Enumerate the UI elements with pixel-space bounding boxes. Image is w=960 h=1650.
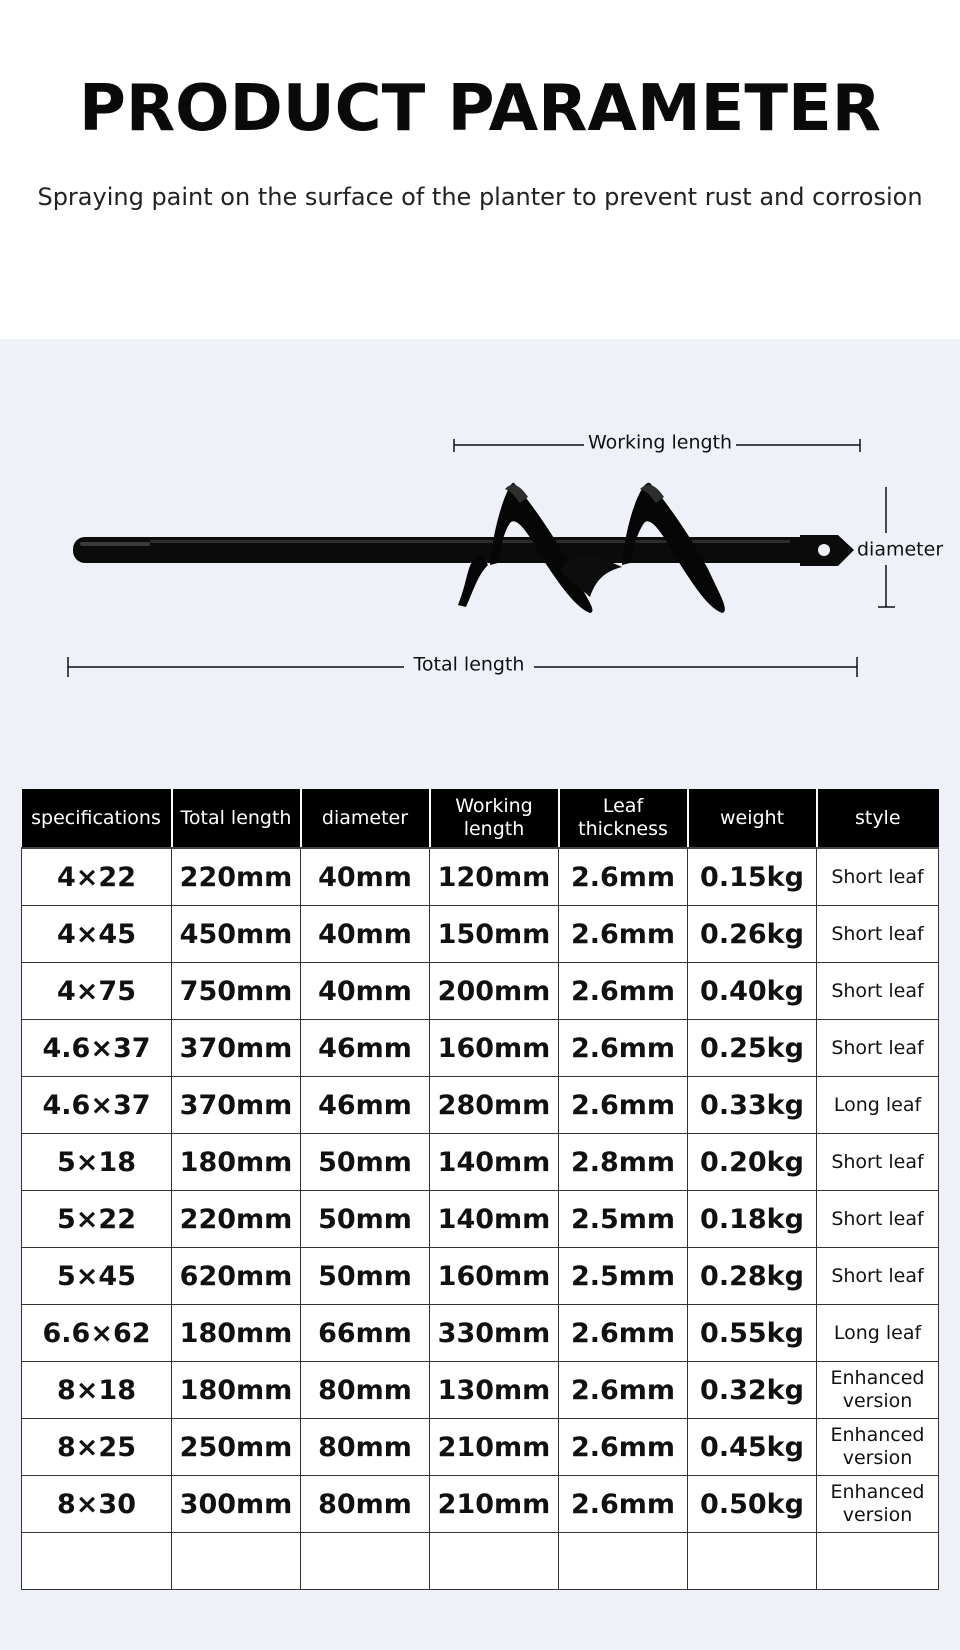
table-row <box>22 848 939 906</box>
cell-diameter: 80mm <box>301 1419 430 1476</box>
cell-specifications: 8×25 <box>22 1419 172 1476</box>
table-row <box>22 1077 939 1134</box>
working-length-label: Working length <box>587 431 733 454</box>
cell-total-length: 620mm <box>172 1248 301 1305</box>
cell-specifications: 8×18 <box>22 1362 172 1419</box>
cell-diameter <box>301 1533 430 1590</box>
cell-diameter: 50mm <box>301 1134 430 1191</box>
table-row <box>22 1305 939 1362</box>
cell-specifications: 5×45 <box>22 1248 172 1305</box>
cell-weight: 0.25kg <box>688 1020 817 1077</box>
cell-total-length: 180mm <box>172 1362 301 1419</box>
spec-table-header-row <box>22 789 939 848</box>
table-row <box>22 1362 939 1419</box>
auger-drill-bit <box>73 483 854 613</box>
cell-total-length <box>172 1533 301 1590</box>
cell-specifications <box>22 1533 172 1590</box>
cell-specifications: 4.6×37 <box>22 1020 172 1077</box>
cell-working-length: 140mm <box>430 1191 559 1248</box>
cell-leaf-thickness <box>559 1533 688 1590</box>
cell-leaf-thickness: 2.6mm <box>559 1476 688 1533</box>
cell-diameter: 46mm <box>301 1077 430 1134</box>
cell-working-length: 210mm <box>430 1476 559 1533</box>
working-length-dimension <box>454 432 860 454</box>
cell-working-length: 200mm <box>430 963 559 1020</box>
page-subtitle: Spraying paint on the surface of the planter to prevent rust and corrosion <box>37 183 923 211</box>
cell-diameter: 50mm <box>301 1248 430 1305</box>
table-row <box>22 1248 939 1305</box>
header-working-length: Working length <box>430 789 559 848</box>
cell-style: Long leaf <box>817 1305 939 1362</box>
cell-style: Short leaf <box>817 1134 939 1191</box>
cell-total-length: 300mm <box>172 1476 301 1533</box>
cell-leaf-thickness: 2.6mm <box>559 906 688 963</box>
page-title: PRODUCT PARAMETER <box>78 72 882 146</box>
table-row <box>22 1191 939 1248</box>
cell-total-length: 180mm <box>172 1305 301 1362</box>
table-row <box>22 906 939 963</box>
cell-total-length: 370mm <box>172 1020 301 1077</box>
table-row <box>22 963 939 1020</box>
cell-style <box>817 1533 939 1590</box>
spec-table <box>21 789 939 1590</box>
header-weight: weight <box>688 789 817 848</box>
cell-diameter: 80mm <box>301 1476 430 1533</box>
cell-leaf-thickness: 2.6mm <box>559 1020 688 1077</box>
cell-leaf-thickness: 2.8mm <box>559 1134 688 1191</box>
cell-specifications: 6.6×62 <box>22 1305 172 1362</box>
auger-diagram <box>0 339 960 739</box>
cell-style: Enhanced version <box>817 1362 939 1419</box>
cell-diameter: 46mm <box>301 1020 430 1077</box>
cell-diameter: 40mm <box>301 848 430 906</box>
cell-weight: 0.40kg <box>688 963 817 1020</box>
cell-working-length: 330mm <box>430 1305 559 1362</box>
cell-diameter: 80mm <box>301 1362 430 1419</box>
cell-leaf-thickness: 2.5mm <box>559 1248 688 1305</box>
cell-weight: 0.26kg <box>688 906 817 963</box>
cell-diameter: 40mm <box>301 963 430 1020</box>
cell-weight <box>688 1533 817 1590</box>
cell-diameter: 66mm <box>301 1305 430 1362</box>
cell-leaf-thickness: 2.6mm <box>559 1305 688 1362</box>
cell-leaf-thickness: 2.6mm <box>559 1362 688 1419</box>
cell-total-length: 750mm <box>172 963 301 1020</box>
header-leaf-thickness: Leaf thickness <box>559 789 688 848</box>
cell-style: Enhanced version <box>817 1476 939 1533</box>
cell-total-length: 180mm <box>172 1134 301 1191</box>
cell-specifications: 5×18 <box>22 1134 172 1191</box>
cell-weight: 0.18kg <box>688 1191 817 1248</box>
cell-style: Short leaf <box>817 1191 939 1248</box>
cell-style: Short leaf <box>817 848 939 906</box>
cell-leaf-thickness: 2.6mm <box>559 963 688 1020</box>
cell-leaf-thickness: 2.6mm <box>559 1419 688 1476</box>
cell-working-length: 150mm <box>430 906 559 963</box>
cell-specifications: 4×22 <box>22 848 172 906</box>
cell-working-length <box>430 1533 559 1590</box>
header-total-length: Total length <box>172 789 301 848</box>
cell-style: Short leaf <box>817 1020 939 1077</box>
cell-specifications: 8×30 <box>22 1476 172 1533</box>
cell-style: Short leaf <box>817 963 939 1020</box>
total-length-dimension <box>68 654 857 678</box>
cell-style: Short leaf <box>817 1248 939 1305</box>
header-section <box>0 0 960 339</box>
cell-working-length: 140mm <box>430 1134 559 1191</box>
cell-weight: 0.50kg <box>688 1476 817 1533</box>
cell-total-length: 220mm <box>172 1191 301 1248</box>
table-row <box>22 1419 939 1476</box>
cell-working-length: 280mm <box>430 1077 559 1134</box>
cell-weight: 0.33kg <box>688 1077 817 1134</box>
table-row <box>22 1476 939 1533</box>
cell-specifications: 4.6×37 <box>22 1077 172 1134</box>
cell-weight: 0.45kg <box>688 1419 817 1476</box>
cell-working-length: 210mm <box>430 1419 559 1476</box>
cell-diameter: 50mm <box>301 1191 430 1248</box>
header-diameter: diameter <box>301 789 430 848</box>
cell-working-length: 130mm <box>430 1362 559 1419</box>
diameter-dimension <box>857 487 943 607</box>
cell-leaf-thickness: 2.5mm <box>559 1191 688 1248</box>
total-length-label: Total length <box>413 653 525 676</box>
cell-total-length: 220mm <box>172 848 301 906</box>
cell-weight: 0.55kg <box>688 1305 817 1362</box>
header-style: style <box>817 789 939 848</box>
cell-style: Short leaf <box>817 906 939 963</box>
diameter-label: diameter <box>857 538 944 561</box>
cell-working-length: 160mm <box>430 1020 559 1077</box>
cell-specifications: 4×45 <box>22 906 172 963</box>
cell-working-length: 120mm <box>430 848 559 906</box>
cell-weight: 0.20kg <box>688 1134 817 1191</box>
cell-total-length: 450mm <box>172 906 301 963</box>
cell-total-length: 370mm <box>172 1077 301 1134</box>
cell-style: Enhanced version <box>817 1419 939 1476</box>
header-specifications: specifications <box>22 789 172 848</box>
cell-working-length: 160mm <box>430 1248 559 1305</box>
cell-style: Long leaf <box>817 1077 939 1134</box>
cell-weight: 0.15kg <box>688 848 817 906</box>
cell-weight: 0.28kg <box>688 1248 817 1305</box>
cell-leaf-thickness: 2.6mm <box>559 848 688 906</box>
table-row-empty <box>22 1533 939 1590</box>
cell-specifications: 5×22 <box>22 1191 172 1248</box>
table-row <box>22 1020 939 1077</box>
table-row <box>22 1134 939 1191</box>
cell-total-length: 250mm <box>172 1419 301 1476</box>
cell-weight: 0.32kg <box>688 1362 817 1419</box>
cell-diameter: 40mm <box>301 906 430 963</box>
cell-specifications: 4×75 <box>22 963 172 1020</box>
cell-leaf-thickness: 2.6mm <box>559 1077 688 1134</box>
